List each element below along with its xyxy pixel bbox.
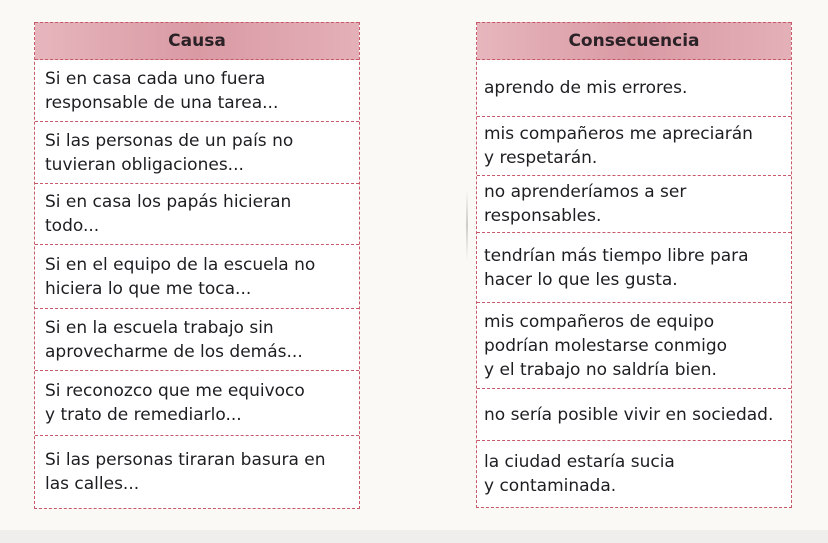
causa-text-2: Si las personas de un país no tuvieran obligaciones... [45,130,294,175]
causa-text-1: Si en casa cada uno fuera responsable de una tarea... [45,68,279,113]
causa-row-5 [35,309,359,371]
page-fold-mark [466,190,468,260]
consecuencia-text-3: no aprenderíamos a ser responsables. [484,182,687,226]
causa-row-1 [35,60,359,122]
consecuencia-row-4 [477,233,791,303]
consecuencia-header: Consecuencia [477,22,791,60]
causa-text-3: Si en casa los papás hicieran todo... [45,192,292,236]
consecuencia-row-3 [477,176,791,233]
causa-row-6 [35,371,359,436]
causa-column [34,22,360,509]
consecuencia-row-2 [477,117,791,176]
causa-text-5: Si en la escuela trabajo sin aprovecharme de los demás... [45,317,303,362]
consecuencia-row-1 [477,60,791,117]
consecuencia-row-6 [477,389,791,441]
causa-text-7: Si las personas tiraran basura en las calles... [45,450,326,494]
consecuencia-text-1: aprendo de mis errores. [484,78,688,98]
consecuencia-column [476,22,792,508]
consecuencia-text-2: mis compañeros me apreciarán y respetarán. [484,124,753,168]
page-bottom-edge [0,530,828,543]
causa-row-3 [35,184,359,245]
causa-text-4: Si en el equipo de la escuela no hiciera lo que me toca... [45,254,316,299]
consecuencia-text-6: no sería posible vivir en sociedad. [484,404,774,425]
causa-header: Causa [35,22,359,60]
consecuencia-text-4: tendrían más tiempo libre para hacer lo que les gusta. [484,245,749,290]
consecuencia-text-7: la ciudad estaría sucia y contaminada. [484,452,675,496]
causa-row-7 [35,436,359,508]
causa-row-4 [35,245,359,309]
causa-text-6: Si reconozco que me equivoco y trato de remediarlo... [45,381,305,425]
consecuencia-row-7 [477,441,791,507]
consecuencia-text-5: mis compañeros de equipo podrían molestarse conmigo y el trabajo no saldría bien. [484,311,728,380]
causa-row-2 [35,122,359,184]
consecuencia-row-5 [477,303,791,389]
